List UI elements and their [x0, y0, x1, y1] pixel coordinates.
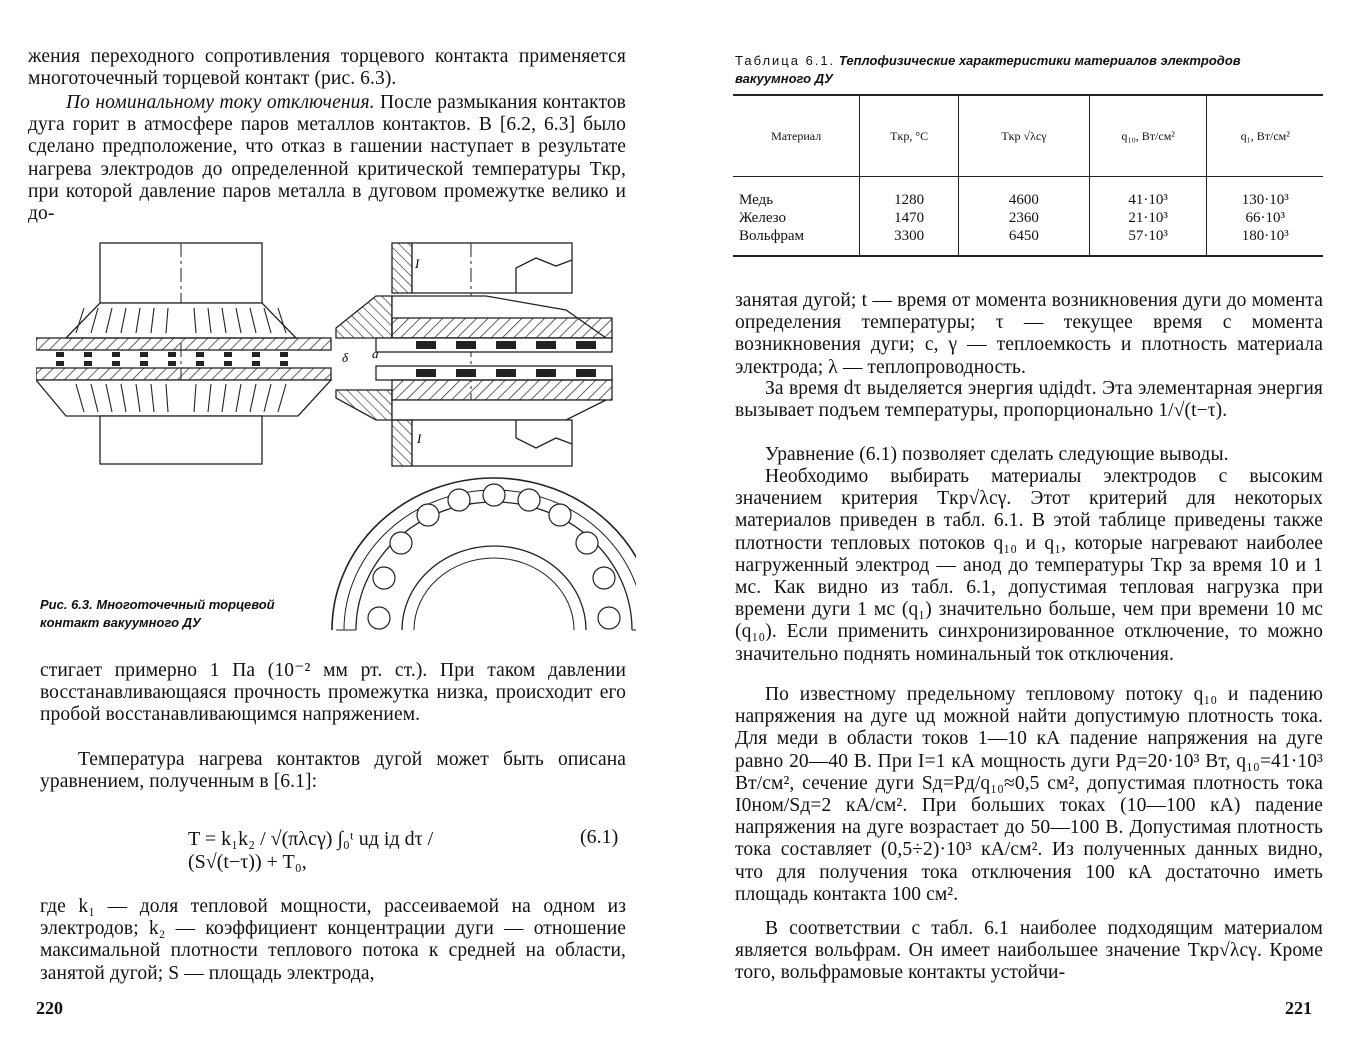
table-title — [735, 52, 1295, 88]
contact-section-view — [336, 243, 612, 466]
paragraph-3: Уравнение (6.1) позволяет сделать следующие выводы. — [765, 444, 1229, 465]
header-tkr: Tкр, °C — [860, 95, 959, 177]
paragraph-continued: стигает примерно 1 Па (10⁻² мм рт. ст.). При таком давлении восстанавливающаяся прочность промежутка низка, происходит его пробой восстанавливающимся напряжением. — [40, 660, 626, 726]
equation-number: (6.1) — [580, 826, 619, 848]
paragraph-top: жения переходного сопротивления торцевого контакта применяется многоточечный торцевой контакт (рис. 6.3). — [28, 46, 626, 90]
table-row — [733, 177, 1323, 210]
table-cell: 6450 — [958, 227, 1089, 256]
paragraph-1: занятая дугой; t — время от момента возникновения дуги до момента определения температуры; τ — текущее время с момента возникновения дуги; c, γ — теплоемкость и плотность материала электрода; λ — теплопроводность. — [735, 290, 1323, 378]
header-material: Материал — [771, 128, 822, 143]
table-cell: 21·10³ — [1089, 209, 1207, 227]
nominal-current-lead: По номинальному току отключения. — [66, 92, 375, 113]
table-cell: 3300 — [860, 227, 959, 256]
table-title-lead: Таблица 6.1. — [735, 53, 836, 68]
paragraph-nominal-current — [28, 92, 626, 225]
paragraph-temperature: Температура нагрева контактов дугой может быть описана уравнением, полученным в [6.1]: — [40, 749, 626, 793]
paragraph-2: За время dτ выделяется энергия uдiдdτ. Эта элементарная энергия вызывает подъем температуры, пропорционально 1/√(t−τ). — [735, 378, 1323, 422]
table-cell: Железо — [739, 210, 786, 226]
table-cell: Вольфрам — [733, 227, 860, 256]
paragraph-where: где k₁ — доля тепловой мощности, рассеиваемой на одном из электродов; k₂ — коэффициент концентрации дуги — отношение максимальной плотности теплового потока к средней на области, занятой дугой; S — площадь электрода, — [40, 896, 626, 984]
header-q10: q₁₀, Вт/см² — [1089, 95, 1207, 177]
table-header-row — [733, 95, 1323, 177]
table-cell: 41·10³ — [1089, 177, 1207, 210]
figure-caption: Рис. 6.3. Многоточечный торцевой контакт вакуумного ДУ — [40, 597, 275, 630]
left-page — [0, 0, 676, 1046]
table-row — [733, 209, 1323, 227]
roman-label-top: I — [415, 256, 420, 271]
header-q1: q₁, Вт/см² — [1207, 95, 1323, 177]
page-number-left: 220 — [36, 998, 63, 1018]
paragraph-4: Необходимо выбирать материалы электродов с высоким значением критерия Tкр√λcγ. Этот критерий для некоторых материалов приведен в табл. 6.1. В этой таблице приведены также плотности тепловых потоков q₁₀ и q₁, которые нагревают наиболее нагруженный электрод — анод до температуры Tкр за время 10 и 1 мс. Как видно из табл. 6.1, допустимая тепловая нагрузка при времени дуги 1 мс (q₁) значительно больше, чем при времени 10 мс (q₁₀). Если применить синхронизированное отключение, то можно значительно поднять номинальный ток отключения. — [735, 466, 1323, 665]
formula-6-1: T = k₁k₂ / √(πλcγ) ∫₀ᵗ uд iд dτ / (S√(t−τ)) + T₀, — [188, 828, 434, 873]
table-cell: 180·10³ — [1207, 227, 1323, 256]
page-number-right: 221 — [1285, 998, 1312, 1018]
contact-exterior-view — [36, 243, 331, 466]
nominal-current-text: После размыкания контактов дуга горит в атмосфере паров металлов контактов. В [6.2, 6.3] было сделано предположение, что отказ в гашении наступает в результате нагрева электродов до определенной критической температуры Tкр, при которой давление паров металла в дуговом промежутке велико и до- — [28, 92, 626, 225]
table-row — [733, 227, 1323, 256]
table-cell: 4600 — [958, 177, 1089, 210]
table-cell: 1470 — [860, 209, 959, 227]
roman-label-bottom: I — [417, 431, 422, 446]
gap-delta-label: δ — [342, 350, 349, 365]
right-page — [677, 0, 1353, 1046]
header-criterion: Tкр √λcγ — [958, 95, 1089, 177]
table-title-text: Теплофизические характеристики материалов электродов вакуумного ДУ — [735, 53, 1241, 86]
properties-table — [733, 94, 1323, 257]
table-cell: 1280 — [860, 177, 959, 210]
table-cell: 2360 — [958, 209, 1089, 227]
table-cell: 57·10³ — [1089, 227, 1207, 256]
table-cell: Медь — [739, 192, 774, 208]
paragraph-6: В соответствии с табл. 6.1 наиболее подходящим материалом является вольфрам. Он имеет наибольшее значение Tкр√λcγ. Кроме того, вольфрамовые контакты устойчи- — [735, 918, 1323, 984]
figure-6-3 — [36, 238, 636, 638]
a-label: a — [372, 346, 379, 361]
paragraph-5: По известному предельному тепловому потоку q₁₀ и падению напряжения на дуге uд можной найти допустимую плотность тока. Для меди в области токов 1—10 кА падение напряжения на дуге равно 20—40 В. При I=1 кА мощность дуги Pд=20·10³ Вт, q₁₀=41·10³ Вт/см², сечение дуги Sд=Pд/q₁₀≈0,5 см², допустимая плотность тока I0ном/Sд=2 кА/см². При больших токах (10—100 кА) падение напряжения на дуге возрастает до 50—100 В. Допустимая плотность тока составляет (0,5÷2)·10³ кА/см². Из полученных данных видно, что для получения тока отключения 100 кА достаточно иметь площадь контакта 100 см². — [735, 684, 1323, 905]
contact-plan-view — [332, 478, 636, 630]
table-cell: 66·10³ — [1207, 209, 1323, 227]
table-cell: 130·10³ — [1207, 177, 1323, 210]
